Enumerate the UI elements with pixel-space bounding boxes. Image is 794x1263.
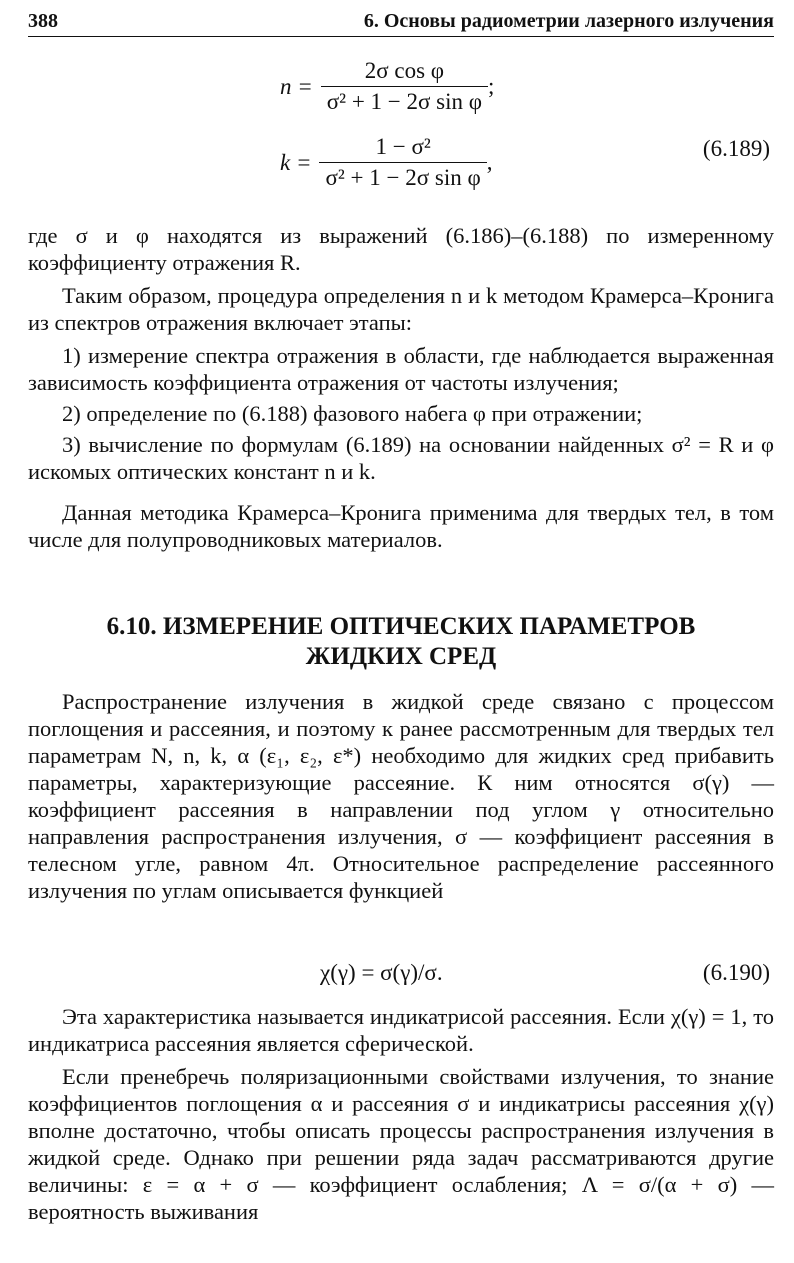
equation-k (280, 132, 492, 193)
text-block-3 (28, 1003, 774, 1225)
list-item: 3) вычисление по формулам (6.189) на основании найденных σ² = R и φ искомых оптических констант n и k. (28, 432, 774, 484)
text-block-1 (28, 222, 774, 553)
equation-k-denominator: σ² + 1 − 2σ sin φ (319, 162, 486, 193)
list-item: 2) определение по (6.188) фазового набега φ при отражении; (62, 401, 643, 426)
section-heading (28, 612, 774, 672)
equation-n-denominator: σ² + 1 − 2σ sin φ (321, 86, 488, 117)
section-title-line-2: ЖИДКИХ СРЕД (305, 643, 497, 670)
equation-number-6-190: (6.190) (702, 960, 770, 985)
paragraph: где σ и φ находятся из выражений (6.186)–(6.188) по измеренному коэффициенту отражения R. (28, 223, 774, 275)
equation-number-6-189: (6.189) (702, 136, 770, 161)
list-item: 1) измерение спектра отражения в области, где наблюдается выраженная зависимость коэффициента отражения от частоты излучения; (28, 343, 774, 395)
equation-n-tail: ; (488, 73, 495, 99)
equation-k-tail: , (486, 149, 493, 175)
running-header (28, 6, 774, 36)
equation-k-numerator: 1 − σ² (375, 134, 431, 159)
header-rule (28, 36, 774, 37)
equation-k-fraction (319, 132, 486, 193)
text-block-2 (28, 688, 774, 904)
page (28, 0, 774, 1263)
page-number: 388 (28, 10, 58, 32)
paragraph: Данная методика Крамерса–Кронига применима для твердых тел, в том числе для полупроводниковых материалов. (28, 500, 774, 552)
paragraph: Распространение излучения в жидкой среде связано с процессом поглощения и рассеяния, и поэтому к ранее рассмотренным для твердых тел параметрам N, n, k, α (ε₁, ε₂, ε*) необходимо для жидких сред прибавить параметры, характеризующие рассеяние. К ним относятся σ(γ) — коэффициент рассеяния в направлении под углом γ относительно направления распространения излучения, σ — коэффициент рассеяния в телесном угле, равном 4π. Относительное распределение рассеянного излучения по углам описывается функцией (28, 689, 774, 903)
equation-n-lhs: n = (280, 73, 313, 99)
paragraph: Таким образом, процедура определения n и k методом Крамерса–Кронига из спектров отражения включает этапы: (28, 283, 774, 335)
paragraph: Эта характеристика называется индикатрисой рассеяния. Если χ(γ) = 1, то индикатриса рассеяния является сферической. (28, 1004, 774, 1056)
section-title-line-1: 6.10. ИЗМЕРЕНИЕ ОПТИЧЕСКИХ ПАРАМЕТРОВ (106, 613, 696, 640)
equation-n-numerator: 2σ cos φ (364, 58, 445, 83)
equation-k-lhs: k = (280, 149, 312, 175)
equation-n (280, 56, 494, 117)
running-title: 6. Основы радиометрии лазерного излучения (363, 10, 774, 32)
equation-6-190: χ(γ) = σ(γ)/σ. (320, 960, 443, 985)
paragraph: Если пренебречь поляризационными свойствами излучения, то знание коэффициентов поглощения α и рассеяния σ и индикатрисы рассеяния χ(γ) вполне достаточно, чтобы описать процессы распространения излучения в жидкой среде. Однако при решении ряда задач рассматриваются другие величины: ε = α + σ — коэффициент ослабления; Λ = σ/(α + σ) — вероятность выживания (28, 1064, 774, 1224)
equation-n-fraction (321, 56, 488, 117)
